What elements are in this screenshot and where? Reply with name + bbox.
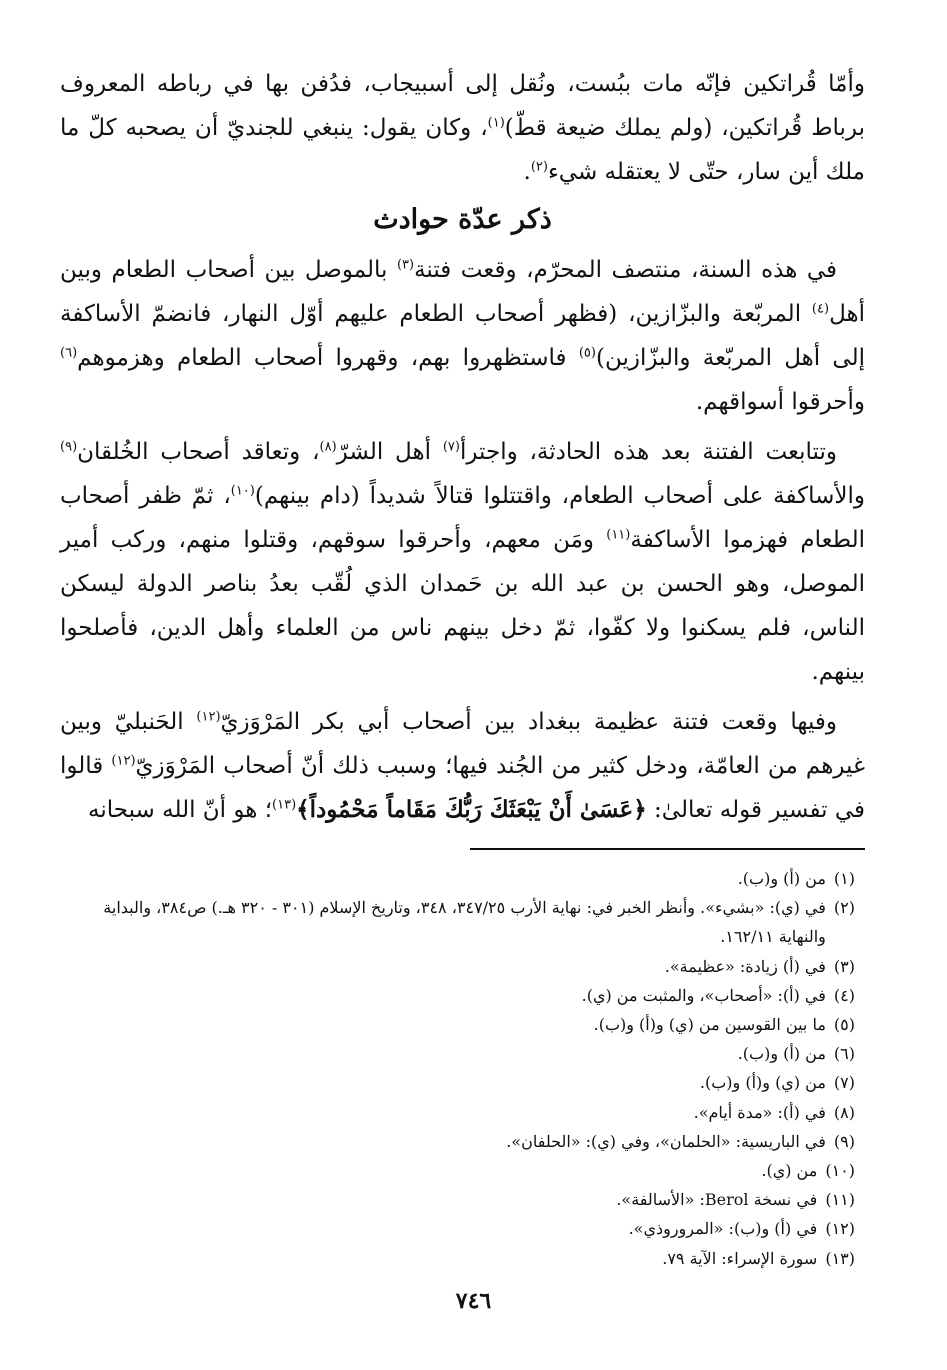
footnote-text: في (أ) زيادة: «عظيمة». (664, 956, 826, 976)
footnote-number: (٨) (833, 1102, 855, 1122)
footnote-number: (٣) (833, 956, 855, 976)
footnote-ref: (١) (487, 115, 505, 131)
quran-verse: ﴿عَسَىٰ أَنْ يَبْعَثَكَ رَبُّكَ مَقَاماً مَحْمُوداً﴾ (296, 796, 647, 823)
footnote-ref: (١٠) (230, 483, 255, 499)
footnote-text: ما بين القوسين من (ي) و(أ) و(ب). (593, 1015, 826, 1035)
paragraph-2: في هذه السنة، منتصف المحرّم، وقعت فتنة$^{(٣)}$ بالموصل بين أصحاب الطعام وبين أهل$^{(٤)}$ المربّعة والبزّازين، (فظهر أصحاب الطعام عليهم أوّل النهار، فانضمّ الأساكفة إلى أهل المربّعة والبزّازين)$^{(٥)}$ فاستظهروا بهم، وقهروا أصحاب الطعام وهزموهم$^{(٦)}$ وأحرقوا أسواقهم. (60, 257, 865, 415)
footnote-number: (٢) (833, 898, 855, 918)
footnote-ref: (٧) (442, 439, 460, 455)
footnote-item (60, 952, 865, 981)
page-number: ٧٤٦ (455, 1288, 492, 1314)
footnote-ref: (١٢) (196, 709, 221, 725)
footnote-ref: (٩) (60, 439, 78, 455)
footnote-item (60, 981, 865, 1010)
footnote-item (60, 1214, 865, 1243)
footnote-separator (470, 848, 865, 850)
footnote-ref: (٤) (811, 301, 830, 317)
footnote-text: في (ي): «بشيء». وأنظر الخبر في: نهاية الأرب ٣٤٧/٢٥، ٣٤٨، وتاريخ الإسلام (٣٠١ - ٣٢٠ هـ.) ص٣٨٤، والبداية والنهاية ١٦٢/١١. (103, 898, 826, 947)
footnote-ref: (٦) (60, 345, 78, 361)
footnote-item (60, 1127, 865, 1156)
footnote-number: (١٢) (825, 1219, 855, 1239)
footnote-item (60, 1039, 865, 1068)
paragraph-3: وتتابعت الفتنة بعد هذه الحادثة، واجترأ$^{(٧)}$ أهل الشرّ$^{(٨)}$، وتعاقد أصحاب الخُلقان$^{(٩)}$ والأساكفة على أصحاب الطعام، واقتتلوا قتالاً شديداً (دام بينهم)$^{(١٠)}$، ثمّ ظفر أصحاب الطعام فهزموا الأساكفة$^{(١١)}$ ومَن معهم، وأحرقوا سوقهم، وقتلوا منهم، وركب أمير الموصل، وهو الحسن بن عبد الله بن حَمدان الذي لُقّب بعدُ بناصر الدولة ليسكن الناس، فلم يسكنوا ولا كفّوا، ثمّ دخل بينهم ناس من العلماء وأهل الدين، فأصلحوا بينهم. (60, 439, 865, 685)
footnote-text: سورة الإسراء: الآية ٧٩. (662, 1248, 818, 1268)
paragraph-4: وفيها وقعت فتنة عظيمة ببغداد بين أصحاب أبي بكر المَرْوَزيّ$^{(١٢)}$ الحَنبليّ وبين غيرهم من العامّة، ودخل كثير من الجُند فيها؛ وسبب ذلك أنّ أصحاب المَرْوَزيّ$^{(١٢)}$ قالوا في تفسير قوله تعالىٰ: ﴿عَسَىٰ أَنْ يَبْعَثَكَ رَبُّكَ مَقَاماً مَحْمُوداً﴾$^{(١٣)}$؛ هو أنّ الله سبحانه (60, 709, 865, 823)
footnote-ref: (٨) (319, 439, 337, 455)
main-text (60, 62, 865, 832)
footnote-item (60, 864, 865, 893)
footnote-number: (٧) (833, 1073, 855, 1093)
footnote-text: من (أ) و(ب). (737, 1044, 826, 1064)
footnote-text: في (أ): «مدة أيام». (693, 1102, 826, 1122)
footnote-item (60, 893, 865, 951)
footnotes (60, 864, 865, 1273)
footnote-item (60, 1156, 865, 1185)
footnote-number: (١٣) (825, 1248, 855, 1268)
footnote-number: (١١) (825, 1190, 855, 1210)
footnote-ref: (١٢) (111, 753, 136, 769)
footnote-item (60, 1010, 865, 1039)
footnote-text: من (ي). (761, 1161, 818, 1181)
footnote-text: من (أ) و(ب). (737, 869, 826, 888)
footnote-text: في (أ): «أصحاب»، والمثبت من (ي). (581, 985, 826, 1005)
footnote-item (60, 1068, 865, 1097)
footnote-text: في الباريسية: «الحلمان»، وفي (ي): «الحلفان». (506, 1131, 826, 1151)
paragraph-1: وأمّا قُراتكين فإنّه مات ببُست، ونُقل إلى أسبيجاب، فدُفن بها في رباطه المعروف برباط قُراتكين، (ولم يملك ضيعة قطّ)$^{(١)}$، وكان يقول: ينبغي للجنديّ أن يصحبه كلّ ما ملك أين سار، حتّى لا يعتقله شيء$^{(٢)}$. (60, 71, 865, 185)
footnote-number: (١٠) (825, 1161, 855, 1181)
footnote-number: (٤) (833, 985, 855, 1005)
footnote-text: في نسخة Berol: «الأسالفة». (616, 1190, 818, 1210)
footnote-item (60, 1098, 865, 1127)
footnote-item (60, 1185, 865, 1214)
footnote-ref: (١٣) (272, 797, 297, 813)
footnote-number: (١) (833, 869, 855, 888)
footnote-ref: (٥) (578, 345, 596, 361)
footnote-number: (٩) (833, 1131, 855, 1151)
footnote-ref: (١١) (606, 527, 631, 543)
footnote-number: (٦) (833, 1044, 855, 1064)
footnote-text: في (أ) و(ب): «المروروذي». (628, 1219, 818, 1239)
section-heading: ذكر عدّة حوادث (373, 204, 552, 235)
footnote-item (60, 1244, 865, 1273)
footnote-ref: (٣) (396, 257, 415, 273)
footnote-ref: (٢) (530, 159, 548, 175)
footnote-text: من (ي) و(أ) و(ب). (699, 1073, 826, 1093)
footnote-number: (٥) (833, 1015, 855, 1035)
